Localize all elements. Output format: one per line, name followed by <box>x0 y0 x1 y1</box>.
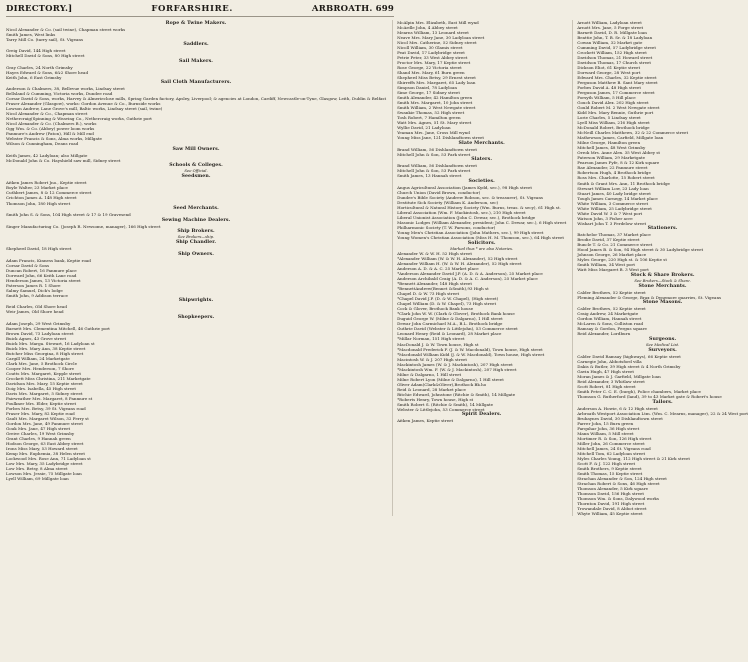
directory-entry: Coutts Mrs. Margaret, Kepple street <box>6 370 82 376</box>
directory-entry: Smith Alexander, 42 Hamilton green <box>397 95 473 101</box>
directory-entry: Lyell William, 69 Millgate loan <box>6 476 69 482</box>
trade-heading: Shopkeepers. <box>177 314 215 320</box>
trade-heading: Saddlers. <box>183 42 209 48</box>
directory-entry: Chapel William (D. & W. Chapel), 73 High street <box>397 301 497 307</box>
directory-entry: Trowandale David, 8 Abbot street <box>577 506 647 512</box>
directory-entry: Scott F. & J. 122 High street <box>577 460 636 466</box>
directory-entry: Butcher Miss Georgina, 8 High street <box>6 350 84 356</box>
directory-entry: *Roberts Henry, Town house, High st <box>397 396 474 402</box>
directory-entry: Fraser Alexander (Glasgow), works: Gordon Avenue & Co., Burnside works <box>6 101 161 107</box>
directory-entry: Smith James, West links <box>6 31 56 37</box>
directory-entry: Crichton James A. 148 High street <box>6 195 77 201</box>
trade-heading: Shipwrights. <box>178 298 214 304</box>
directory-entry: Dundee's Bible Society (Andrew Robson, sec. & treasurer), St. Vigeans <box>397 194 543 200</box>
directory-entry: Davis Mrs. Margaret, 5 Sidney street <box>6 391 83 397</box>
directory-entry: *Bennett Alexander, 148 High street <box>397 281 472 287</box>
directory-entry: Smith Mrs. Margaret, 10 John street <box>397 100 473 106</box>
directory-entry: Anderson & Chalmers, 38, Bellevue works, Lindsay street <box>6 86 125 92</box>
trade-heading: Stone Masons. <box>642 300 683 306</box>
directory-entry: Keith John, 6 East Grimsby <box>6 74 62 80</box>
directory-entry: Lyell Miss William, 216 High street <box>577 120 650 126</box>
directory-entry: Smith William, 2 West Newgate street <box>397 105 476 111</box>
directory-entry: Tosh Robert, 7 Hamilton green <box>397 115 461 121</box>
directory-entry: Stewart William Low, 23 Lady loan <box>577 185 649 191</box>
directory-entry: Doig Mrs. Isabella, 45 High street <box>6 386 77 392</box>
directory-entry: Gault Mrs. Margaret Wilson, 32 Ferry st <box>6 416 89 422</box>
directory-entry: Buick Mrs. Marga. Stewart, 16 Ladyloan st <box>6 340 95 346</box>
directory-entry: Watt Mrs. Agnes, 51 St. Mary street <box>397 120 472 126</box>
directory-entry: Scott Robert, 81 High street <box>577 384 636 390</box>
directory-entry: Arbroath Westport Association Ltm. (Wm. C. Mearns, manager), 22 & 24 West port <box>577 410 748 416</box>
trade-heading: Sewing Machine Dealers. <box>161 217 231 223</box>
directory-entry: Davidson Thomas, 21 Howard street <box>577 55 653 61</box>
directory-entry: Smith Robert S. (Ritchie & Smith), 14 Millgate <box>397 401 494 407</box>
trade-heading: Ship Brokers. <box>177 229 215 235</box>
directory-entry: Aitken James Robert Jno., Keptie street <box>6 180 87 186</box>
directory-entry: Young Women's Christian Association (Miss H. M. Thomson, sec.), 64 High street <box>397 235 565 241</box>
trade-heading: Tailors. <box>652 399 673 405</box>
directory-entry: Philharmonic Society (T. W. Parsons, conductor) <box>397 225 496 231</box>
directory-entry: Thomson David, 156 High street <box>577 490 644 496</box>
directory-entry: Ferguson James, 17 Commerce street <box>577 90 655 96</box>
directory-entry: Dakis & Butler, 39 High street & 4 North Grimsby <box>577 364 681 370</box>
directory-entry: Wyllie David, 21 Ladyloan <box>397 125 451 131</box>
header-section-label: DIRECTORY.] <box>6 4 73 14</box>
directory-entry: Farrer John, 15 Burn green <box>577 420 634 426</box>
directory-entry: White William, 3 Commerce street <box>577 200 649 206</box>
directory-entry: Mackintosh James (W. & J. Mackintosh), 207 High street <box>397 361 513 367</box>
directory-column-3 <box>572 20 748 516</box>
directory-entry: Tarry Mill Co. (tarry sail), St. Vigeans <box>6 36 84 42</box>
directory-entry: Fleming Alexander & George, Brax & Dynemore quarries, St. Vigeans <box>577 294 722 300</box>
directory-entry: Brand William, 56 Dishlandtown street <box>397 163 478 169</box>
directory-entry: Young Miss Jane, 121 Dishlandtown street <box>397 135 485 141</box>
directory-entry: Proctor Mrs. Mary, 17 Keptie street <box>397 60 471 66</box>
directory-entry: White William, 25 Ladybridge street <box>577 205 652 211</box>
directory-entry: Mitchell John & Son, 53 Park street <box>397 168 471 174</box>
directory-entry: Arnott Mrs. Jane, 5 Forge street <box>577 25 644 31</box>
directory-entry: Shepherd Miss Betsy, 29 Ernest street <box>397 75 476 81</box>
directory-entry: Smith Thomas, 15 Keptie street <box>577 470 643 476</box>
directory-entry: Brodie David, 37 Keptie street <box>577 237 640 243</box>
directory-entry: Mortimer R. & Son, 126 High street <box>577 435 652 441</box>
directory-entry: Smith John, 9 Addison terrace <box>6 292 68 298</box>
directory-entry: Ramsay & Gordon, Fergus square <box>577 326 647 332</box>
directory-entry: Pearson James Fyfe, 8 & 12 Kirk square <box>577 160 660 166</box>
directory-entry: McArdle John, 4 Abbey street <box>397 25 458 31</box>
directory-entry: Liberal Association (Wm. F. Mackintosh, sec.), 210 High street <box>397 210 526 216</box>
directory-entry: Mitchell Tom, 62 Ladyloan street <box>577 450 646 456</box>
directory-entry: White David W. 3 & 7 West port <box>577 210 643 216</box>
directory-entry: Boyle Walter, 23 Market place <box>6 185 68 191</box>
directory-entry: Rose George, 22 Victoria street <box>397 65 462 71</box>
directory-entry: Ogg Wm. & Co. (Abbey) power loom works <box>6 126 95 132</box>
directory-entry: Nicol Alexander & Co. (Chalmers B.), works <box>6 121 97 127</box>
directory-entry: Brown David, 73 Ladyloan street <box>6 330 74 336</box>
directory-entry: Leonard Henry (Reid & Leonard), 28 Market place <box>397 331 502 337</box>
directory-column-1 <box>6 20 386 516</box>
directory-entry: Adam Joseph, 29 West Grimsby <box>6 320 71 326</box>
directory-entry: Thomson Wm. & Sons, Dalywood works <box>577 496 659 501</box>
directory-entry: Mitchell James, 48 West Grimsby <box>577 145 646 151</box>
directory-entry: *Alexander William (W. & W. H. Alexander), 52 High street <box>397 256 518 262</box>
directory-entry: Neave Mrs. Mary Jane, 30 Ladyloan street <box>397 35 485 41</box>
directory-entry: Duncan Robert, 16 Panmure place <box>6 267 77 273</box>
directory-entry: Reid Charles, Old Shore head <box>6 304 67 310</box>
directory-entry: Smith Brothers, 9 Keptie street <box>577 465 642 471</box>
directory-entry: Shand Mrs. Mary, 61 Burn green <box>397 70 465 76</box>
directory-entry: Hayes Edward & Sons, 6&2 Shore head <box>6 69 89 75</box>
directory-entry: Stuart James, 40 Lady bridge street <box>577 190 651 196</box>
directory-entry: Weir James, Old Shore head <box>6 309 64 315</box>
directory-entry: *Macdonald William Kidd (J. & W. Macdonald), Town house, High street <box>397 351 545 357</box>
directory-entry: Sime George, 17 Sidney street <box>397 90 460 96</box>
directory-entry: Brand William, 56 Dishlandtown street <box>397 146 478 152</box>
directory-entry: Smith Peter C. C. E. (burgh), Police chambers, Market place <box>577 389 701 395</box>
directory-entry: Bellsland & Cumming, Victoria works, Dundee road <box>6 91 113 97</box>
directory-entry: *Anderson Alexander David J.P. (A. D. & A. Anderson), 25 Market place <box>397 271 543 277</box>
directory-entry: Kemp Mrs. Euphemia, 38 Helen street <box>6 451 86 457</box>
directory-entry: Fraser Mrs. Mary, 82 Keptie road <box>6 411 75 417</box>
directory-entry: Hood James B. & Son, 94 High street & 30 Ladybridge street <box>577 247 704 253</box>
directory-entry: *BennettAndrew(Bennet &Smith),93 High st <box>397 286 489 292</box>
directory-entry: McDonald John & Co. Hayshield saw mill, Sidney street <box>6 157 121 163</box>
directory-entry: McDonald Robert, Brothock bridge <box>577 125 650 131</box>
directory-entry: Horticultural & Natural History Society (Wm. Burns, treas. & secy), 61 High st. <box>397 205 561 211</box>
directory-entry: Gordon William, Hannah street <box>577 316 642 322</box>
directory-entry: Miller John, 26 Commerce street <box>577 440 645 446</box>
directory-entry: Smith James, 13 Hannah street <box>397 173 462 179</box>
directory-entry: Alexander W. & W. H. 52 High street <box>397 251 473 257</box>
trade-heading: Seedsmen. <box>181 174 211 180</box>
directory-entry: Arnott William, Ladyloan street <box>577 20 642 25</box>
trade-heading: Schools & Colleges. <box>169 163 223 169</box>
header-county-title: FORFARSHIRE. <box>151 4 233 14</box>
directory-entry: Edward Mrs. Charles, 32 Keptie street <box>577 75 657 81</box>
trade-heading: Seed Merchants. <box>173 206 219 212</box>
directory-entry: McAlpin Mrs. Elizabeth, East Mill wynd <box>397 20 479 25</box>
directory-entry: Low Mrs. Mary, 35 Ladybridge street <box>6 461 83 467</box>
directory-entry: Batchelor Thomas, 37 Market place <box>577 232 651 238</box>
header-town-page: ARBROATH. 699 <box>311 4 394 14</box>
directory-entry: Hodson George, 63 East Abbey street <box>6 441 84 447</box>
directory-entry: Aitken James, Keptie street <box>397 418 454 424</box>
directory-entry: Nethercraig(Spinning & Weaving Co., Nethercraig works, Guthrie port <box>6 116 152 122</box>
directory-entry: Buncle T. & Co. 21 Commerce street <box>577 242 653 248</box>
trade-heading: Rope & Twine Makers. <box>165 20 227 26</box>
directory-entry: Masonic Lodges (William Alexander, president; John C. Dewar, sec.), 6 High street <box>397 220 567 226</box>
directory-entry: Swankie Thomas, 52 High street <box>397 110 465 116</box>
directory-entry: Paterson William, 29 Marketgate <box>577 155 646 161</box>
directory-entry: Mathewson James, Carfield, Millgate loan <box>577 135 664 141</box>
trade-heading: Surgeons. <box>648 336 677 342</box>
directory-columns <box>6 20 748 517</box>
cross-reference-note: Marked thus * are also Notaries. <box>450 245 514 251</box>
directory-entry: Thomson John, 180 High street <box>6 200 71 206</box>
directory-entry: Cock & Glover, Brothock Bank house <box>397 306 474 312</box>
directory-entry: Gouch David Alex. 202 High street <box>577 100 649 106</box>
trade-heading: Stock & Share Brokers. <box>630 272 695 278</box>
trade-heading: Societies. <box>468 178 495 184</box>
directory-entry: Wilson & Cunningham, Deans road <box>6 141 79 147</box>
directory-entry: Paterson James R. 1 Shore <box>6 282 61 288</box>
directory-entry: Cargill William, 24 Marketgate <box>6 355 70 361</box>
directory-entry: Destitute Sick Society (William K. Anderson, sec) <box>397 200 499 205</box>
trade-heading: Ship Chandler. <box>175 240 217 246</box>
directory-entry: Church Union (David Brown, conductor) <box>397 189 481 195</box>
directory-entry: Forsyth William, 5 Hill place <box>577 95 636 101</box>
directory-entry: Nicoll William, 30 Glamis street <box>397 45 463 51</box>
directory-entry: Young Men's Christian Association (John Mathers, sec.), 99 High street <box>397 230 544 236</box>
directory-entry: Shepherd David, 18 High street <box>6 246 72 252</box>
directory-entry: Simpson Daniel, 78 Ladyloan <box>397 85 457 91</box>
directory-column-2 <box>392 20 566 516</box>
directory-entry: Mearns William, 13 Leonard street <box>397 30 469 36</box>
directory-entry: Mitchell James, 24 St. Vigeans road <box>577 445 651 451</box>
directory-entry: *Clark John W. W. (Clark & Glover), Brothock Bank house <box>397 311 515 317</box>
directory-entry: Reid & Leonard, 28 Market place <box>397 386 466 392</box>
directory-entry: Gould Robert M. 2 West Newgate street <box>577 105 660 111</box>
directory-entry: Lowson Mrs. Jessie, 75 Millgate loan <box>6 471 82 477</box>
directory-entry: Milne & Dalgarno, 1 Hill street <box>397 371 462 377</box>
directory-entry: Milne George, Hamilton green <box>577 140 641 146</box>
directory-entry: Nicol Alexander & Co., Chapman street <box>6 111 88 117</box>
directory-entry: Foulkner Mrs. Elder, Keptie street <box>6 401 77 407</box>
directory-entry: Webster & Littlejohn, 53 Commerce street <box>397 406 485 412</box>
directory-entry: Forbes Mrs. Betsy, 39 St. Vigeans road <box>6 406 86 412</box>
trade-heading: Sail Cloth Manufacturers. <box>160 80 232 86</box>
directory-entry: Fairweather Mrs. Margaret, 8 Panmure st <box>6 396 93 402</box>
directory-entry: MacDonald J. & W. Town house, High st <box>397 341 479 347</box>
directory-entry: Barnett David, D. R. Millgate loan <box>577 30 647 36</box>
directory-entry: Henderson James, 13 Victoria street <box>6 277 81 283</box>
directory-entry: Peat David, 17 Ladybridge street <box>397 50 465 56</box>
directory-entry: Forbes David A. 48 High street <box>577 85 641 91</box>
directory-entry: Dorward John, 66 Keith Lane road <box>6 272 77 278</box>
directory-entry: Low Mrs. Betsy, 8 Alma street <box>6 466 68 472</box>
directory-entry: Tough James Carnegy, 14 Market place <box>577 195 658 201</box>
directory-entry: Chapel D. & W. 73 High street <box>397 291 460 297</box>
directory-entry: Singer Manufacturing Co. (Joseph R. Newsome, manager), 166 High street <box>6 223 161 229</box>
directory-entry: Lowson Andrew, Lane Grove's mill, Baltic works, Lindsay street (sail, twine) <box>6 106 163 112</box>
directory-entry: Corsar David & Sons <box>6 262 50 268</box>
directory-entry: Gouk Mrs. Jane, 47 High street <box>6 426 71 432</box>
directory-entry: Myles George, 220 High st. & 106 Keptie st <box>577 257 667 263</box>
directory-entry: Webster Francis & Sons, Alma works, Millgate <box>6 136 102 142</box>
trade-heading: Ship Owners. <box>178 251 214 257</box>
cross-reference-note: See Medical List. <box>645 341 680 347</box>
directory-entry: Ferguson Matthew B. Sant Mary street <box>577 80 658 86</box>
trade-heading: Solicitors. <box>467 240 496 246</box>
directory-entry: Ross Mrs. Charlotte, 15 Robert street <box>577 175 655 181</box>
directory-entry: Barnett Mrs. Clementina Mitchell, 46 Guthrie port <box>6 325 110 331</box>
directory-entry: Ritchie Edward, Johnstone (Ritchie & Smith), 14 Millgate <box>397 391 516 397</box>
directory-entry: Lockwood Mrs. Rose Ann, 71 Ladyloan st <box>6 456 91 462</box>
directory-entry: Anderson A. Howie, 6 & 12 High street <box>577 405 658 411</box>
directory-entry: *Mackintosh Wm. F. (W. & J. Mackintosh), 207 High street <box>397 366 517 372</box>
directory-entry: Duguid George W. (Milne & Dalgarno), 1 Hill street <box>397 316 503 322</box>
directory-entry: Smith & Grant Mrs. Ann, 11 Brothock bridge <box>577 180 670 186</box>
directory-entry: Smith William, 34 West port <box>577 262 635 268</box>
directory-entry: Anderson A. D. & A. C. 25 Market place <box>397 266 479 272</box>
directory-entry: Rae Alexander, 22 Panmure street <box>577 165 648 171</box>
directory-entry: Anderson Archibald Craig (A. D. & A. C. Anderson), 25 Market place <box>397 276 538 282</box>
directory-entry: Nicol Mrs. Catherine, 52 Sidney street <box>397 40 477 46</box>
directory-entry: Cowan William, 32 Market gate <box>577 40 643 46</box>
trade-heading: Surveyors. <box>648 348 677 354</box>
directory-entry: Calder David Ramsay (highways), 66 Keptie street <box>577 354 681 360</box>
directory-entry: Dorward George, 28 West port <box>577 70 641 76</box>
running-header <box>6 4 394 17</box>
directory-entry: Alexander William H. (W. & W. H. Alexander), 52 High street <box>397 261 522 267</box>
directory-entry: *Chapel David J.P. (D. & W. Chapel), (High street) <box>397 296 499 302</box>
directory-entry: Thomson G. Rutherford (land), 39 to 43 Market gate & Robert's house <box>577 394 722 400</box>
directory-entry: Mann William, 5 Mill street <box>577 430 634 436</box>
directory-entry: Crockett Miss Christina, 211 Marketgate <box>6 375 91 381</box>
directory-entry: Brubaynes David, 30 Dishlandtown street <box>577 415 663 421</box>
directory-entry: Shirreffs Mrs. Margaret, 65 Lady loan <box>397 80 476 86</box>
directory-entry: Cooper Mrs. Henderson, 7 Shore <box>6 365 75 371</box>
directory-entry: Mitchell David & Sons, 80 High street <box>6 53 85 59</box>
cross-reference-note: See Brokers—Stock & Share. <box>634 277 691 283</box>
directory-entry: Petrie Peter, 33 West Abbey street <box>397 55 468 61</box>
directory-entry: Calder Brothers, 52 Keptie street <box>577 306 646 312</box>
directory-entry: Gray Charles, 24 North Grimsby <box>6 64 73 70</box>
directory-entry: Clark Mrs. Jane, 5 Brothock Circle <box>6 360 77 366</box>
directory-entry: Milne Robert Lyon (Milne & Dalgarno), 1 Hill street <box>397 376 504 382</box>
directory-entry: Keith James, 42 Ladyloan; also Millgate <box>6 152 88 158</box>
directory-entry: Wishart John T. 3 Ferdelow street <box>577 220 647 226</box>
directory-entry: Cumming David, 57 Ladybridge street <box>577 45 656 51</box>
directory-entry: Calder Brothers, 52 Keptie street <box>577 289 646 295</box>
trade-heading: Stationers. <box>647 226 678 232</box>
directory-entry: Watt Miss Margaret B. 3 West port <box>577 267 649 273</box>
directory-entry: Buick Agnes, 43 Grove street <box>6 335 67 341</box>
directory-entry: Reid Alexander, 3 Whitlaw street <box>577 379 645 385</box>
directory-entry: Mitchell John & Son, 53 Park street <box>397 151 471 157</box>
directory-entry: Lorie Charles, 5 Lindsay street <box>577 115 641 121</box>
directory-entry: Angus Agricultural Association (James Kydd, sec.), 98 High street <box>397 184 532 190</box>
directory-entry: Nicol Alexander & Co. (sail twine), Chapman street works <box>6 26 126 32</box>
trade-heading: Slate Merchants. <box>458 140 505 146</box>
directory-entry: Greive Charles, 19 West Grimsby <box>6 431 75 437</box>
directory-entry: Gavin Hugh, 47 High street <box>577 369 635 375</box>
directory-entry: Panmure's Andrew (Paton), Hill & Mill end <box>6 131 94 137</box>
directory-entry: Liberal Unionist Association (John C. Dewar, sec.), Brothock bridge <box>397 215 536 221</box>
directory-entry: Crockett William, 152 High street <box>577 50 647 56</box>
directory-entry: Myles Charles Young, 112 High street & 21 Kirk street <box>577 455 690 461</box>
directory-entry: Smith John S. & Sons, 104 High street & 17 & 19 Gravesend <box>6 212 131 218</box>
trade-heading: Slaters. <box>471 157 493 163</box>
directory-entry: Macintosh W. & J. 207 High street <box>397 356 467 362</box>
directory-entry: Beattie John, T. B. Sr. & 18 Ladyloan <box>577 35 653 41</box>
directory-entry: Salmy Samuel, Dick's lodge <box>6 287 63 293</box>
trade-heading: Stone Merchants. <box>638 283 687 289</box>
directory-entry: McNeill Charles Matthews, 32 & 22 Commerce street <box>577 130 689 136</box>
directory-entry: Cuthbert James, 8 & 12 Commerce street <box>6 190 92 196</box>
directory-entry: Carnegie John, Abbotsford villa <box>577 359 642 365</box>
directory-entry: Johnson George, 26 Market place <box>577 252 647 258</box>
directory-entry: Moran James & J. Garfield, Millgate loan <box>577 374 661 380</box>
directory-entry: Watson John, 3 Fisher acre <box>577 215 633 221</box>
directory-entry: Strachan Alexander & Son, 124 High street <box>577 475 667 481</box>
directory-entry: Davidson Mrs. Mary, 15 Keptie street <box>6 381 83 386</box>
directory-entry: Greig David, 144 High street <box>6 48 66 54</box>
trade-heading: Sail Makers. <box>179 58 214 64</box>
directory-entry: Strachan Robert & Sons, 46 High street <box>577 480 660 486</box>
cross-reference-note: See Brokers—ship. <box>177 234 215 240</box>
directory-entry: Dickson Eliot, 61 Keptie street <box>577 65 641 71</box>
directory-entry: Kidd Mrs. Mary Bennie, Guthrie port <box>577 110 654 116</box>
directory-entry: Corsar David & Sons, works, Harvey & Almerieclose mills, Spring Garden factory, Apsley, Liverpool; & agencies at London, Cardiff, Newcastle-on-Tyne, Glasgow, Leith, Dublin & Belfast <box>6 96 387 102</box>
directory-entry: Dewar John Carmichael M.A., B.L. Brothock bridge <box>397 321 503 327</box>
directory-entry: Irons Miss Mary, 53 Howard street <box>6 446 78 452</box>
cross-reference-note: See Official. <box>184 168 208 174</box>
trade-heading: Saw Mill Owners. <box>172 146 220 152</box>
directory-entry: Guthrie David (Webster & Littlejohn), 53 Commerce street <box>397 326 518 332</box>
directory-entry: Thomson Alexander, 5 Kirk square <box>577 485 649 491</box>
directory-entry: Reid Alexander, Lordburn <box>577 331 631 337</box>
directory-entry: Thornton David, 191 High street <box>577 501 645 507</box>
directory-entry: Yeaman Mrs. Jane, Cross Mill wynd <box>397 130 470 136</box>
directory-entry: Adam Francis, Kinness bank, Keptie road <box>6 257 91 263</box>
trade-heading: Spirit Dealers. <box>461 412 502 418</box>
directory-entry: McLaren & Sons, Colliston road <box>577 321 644 327</box>
directory-entry: Farquhar John, 36 High street <box>577 425 640 431</box>
directory-entry: Orrok Mrs. Anne Alex. 35 West Abbey st <box>577 150 661 156</box>
directory-entry: Buick Mrs. Mary Ann, 38 Keptie street <box>6 345 86 351</box>
directory-entry: Oliver Adam(Clark&Oliver),Brothock Bk.ho <box>397 381 487 387</box>
directory-entry: Grant Charles, 9 Hannah green <box>6 436 71 442</box>
directory-entry: Gordon Mrs. Jane, 49 Panmure street <box>6 421 83 427</box>
directory-entry: Robertson Hugh, 4 Brothock bridge <box>577 170 651 176</box>
directory-entry: *Millar Norman, 151 High street <box>397 336 465 342</box>
directory-entry: Davidson Thomas, 17 Church street <box>577 60 652 66</box>
directory-entry: Whyte William, 45 Keptie street <box>577 511 643 517</box>
directory-entry: Craig Andrew, 24 Marketgate <box>577 311 639 317</box>
directory-entry: *Macdonald Frederick F. (J. & W. Macdonald), Town house, High street <box>397 346 543 352</box>
